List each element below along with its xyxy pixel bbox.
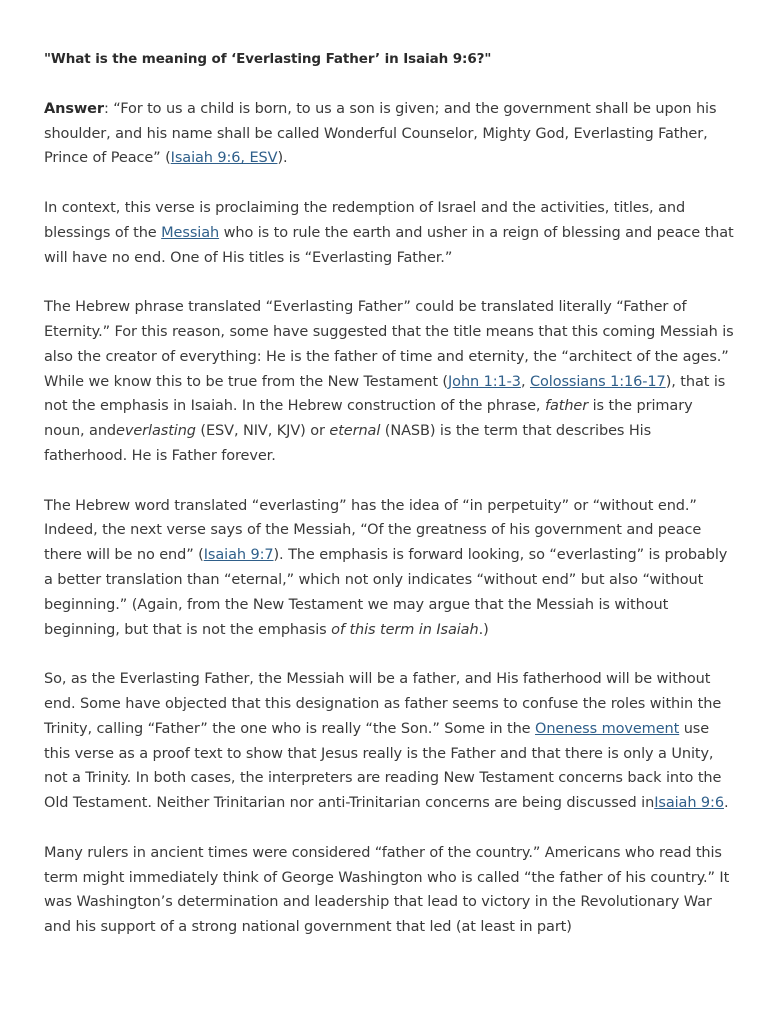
question-heading: "What is the meaning of ‘Everlasting Father’ in Isaiah 9:6?" [44,51,492,67]
answer-label: Answer [44,100,104,117]
hebrew-word-text-1: The Hebrew word translated “everlasting” has the idea of “in perpetuity” or “without end.” Indeed, the next verse says of the Messiah, “Of the greatness of his government and peace there will be no end” ( [44,497,702,564]
hebrew-word-text-3: .) [478,621,489,638]
rulers-paragraph: Many rulers in ancient times were considered “father of the country.” Americans who read this term might immediately think of George Washington who is called “the father of his country.” It was Washington’s determination and leadership that lead to victory in the Revolutionary War and his support of a strong national government that led (at least in part) [44,844,730,936]
hebrew-phrase-text-1: The Hebrew phrase translated “Everlasting Father” could be translated literally “Father of Eternity.” For this reason, some have suggested that the title means that this coming Messiah is also the creator of everything: He is the father of time and eternity, the “architect of the ages.” While we know this to be true from the New Testament ( [44,299,734,390]
everlasting-father-text-1: So, as the Everlasting Father, the Messiah will be a father, and His fatherhood will be without end. Some have objected that this designation as father seems to confuse the roles within the Trinity, calling “Father” the one who is really “the Son.” Some in the [44,671,722,737]
father-emphasis: father [544,398,589,415]
everlasting-emphasis: everlasting [116,423,196,440]
context-text-2: who is to rule the earth and usher in a reign of blessing and peace that will have no end. One of His titles is “Everlasting Father.” [44,224,734,266]
context-text-1: In context, this verse is proclaiming the redemption of Israel and the activities, titles, and blessings of the [44,199,686,241]
context-paragraph [44,196,734,270]
everlasting-father-paragraph [44,667,734,816]
isaiah-9-6-esv-link[interactable]: Isaiah 9:6, ESV [170,150,278,167]
answer-text-end: ). [277,150,288,167]
colossians-1-16-17-link[interactable]: Colossians 1:16-17 [529,373,666,390]
term-emphasis: of this term in Isaiah [331,621,479,638]
link-separator: , [520,373,530,390]
messiah-link[interactable]: Messiah [161,224,220,241]
answer-paragraph [44,97,734,171]
answer-text: : “For to us a child is born, to us a son is given; and the government shall be upon his shoulder, and his name shall be called Wonderful Counselor, Mighty God, Everlasting Father, Prince of Peace” ( [44,100,717,167]
hebrew-word-text-2: ). The emphasis is forward looking, so “everlasting” is probably a better translation than “eternal,” which not only indicates “without end” but also “without beginning.” (Again, from the New Testament we may argue that the Messiah is without beginning, but that is not the emphasis [44,547,728,638]
john-1-1-3-link[interactable]: John 1:1-3 [448,373,521,390]
hebrew-phrase-text-3: is the primary noun, and [44,398,693,440]
isaiah-9-7-link[interactable]: Isaiah 9:7 [203,547,274,564]
article-body [44,47,734,965]
hebrew-phrase-text-4: (ESV, NIV, KJV) or [195,423,330,440]
hebrew-word-paragraph [44,494,734,643]
hebrew-phrase-paragraph [44,295,734,469]
everlasting-father-text-3: . [723,795,729,812]
hebrew-phrase-text-5: (NASB) is the term that describes His fatherhood. He is Father forever. [44,423,652,464]
isaiah-9-6-link[interactable]: Isaiah 9:6 [654,795,724,812]
eternal-emphasis: eternal [329,423,381,440]
oneness-movement-link[interactable]: Oneness movement [535,720,680,737]
hebrew-phrase-text-2: ), that is not the emphasis in Isaiah. In the Hebrew construction of the phrase, [44,373,726,415]
everlasting-father-text-2: use this verse as a proof text to show that Jesus really is the Father and that there is only a Unity, not a Trinity. In both cases, the interpreters are reading New Testament concerns back into the Old Testament. Neither Trinitarian nor anti-Trinitarian concerns are being discussed in [44,720,722,812]
